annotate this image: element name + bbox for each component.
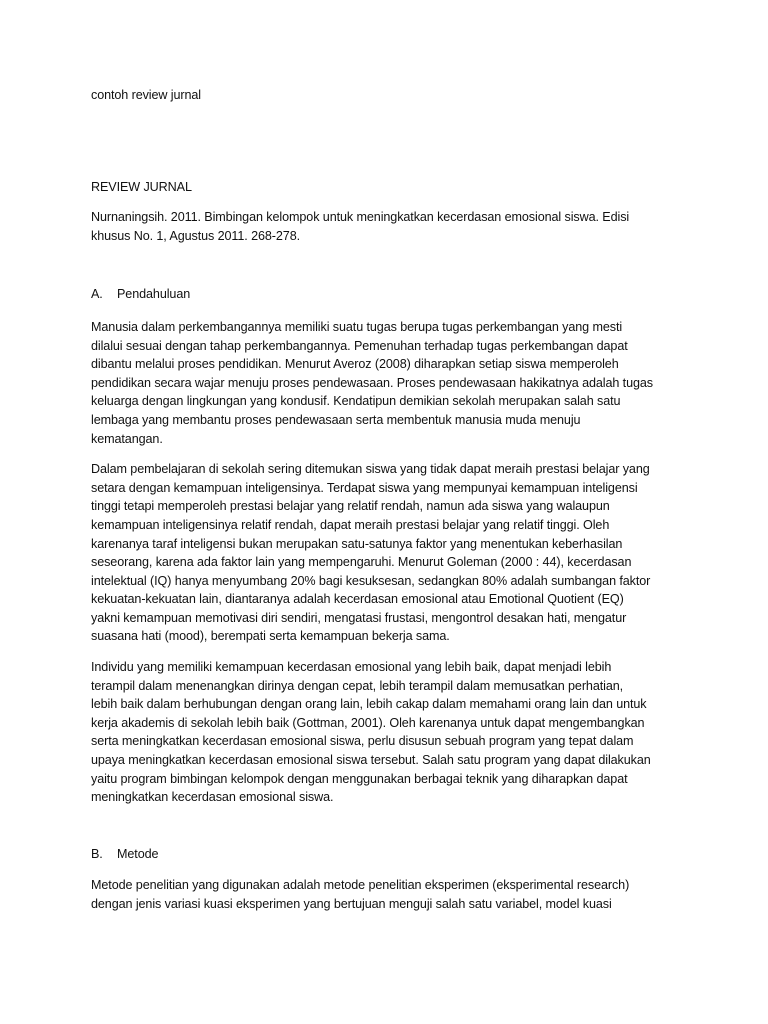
text-line: terampil dalam menenangkan dirinya dengan cepat, lebih terampil dalam memusatkan perhatian, — [91, 678, 624, 693]
section-number: A. — [91, 287, 103, 302]
text-line: Manusia dalam perkembangannya memiliki suatu tugas berupa tugas perkembangan yang mesti — [91, 319, 623, 334]
text-line: suasana hati (mood), berempati serta kemampuan bekerja sama. — [91, 629, 450, 644]
text-line: upaya meningkatkan kecerdasan emosional siswa tersebut. Salah satu program yang dapat dilakukan — [91, 753, 651, 768]
section-title: Pendahuluan — [117, 287, 191, 302]
paragraph-3 — [91, 658, 768, 807]
text-line: seseorang, karena ada faktor lain yang mempengaruhi. Menurut Goleman (2000 : 44), kecerdasan — [91, 555, 632, 570]
text-line: khusus No. 1, Agustus 2011. 268-278. — [91, 228, 301, 243]
text-line: keluarga dengan lingkungan yang kondusif. Kendatipun demikian sekolah merupakan salah satu — [91, 394, 621, 409]
text-line: meningkatkan kecerdasan emosional siswa. — [91, 790, 334, 805]
text-line: dilalui sesuai dengan tahap perkembangannya. Pemenuhan terhadap tugas perkembangan dapat — [91, 338, 628, 353]
text-line: setara dengan kemampuan inteligensinya. Terdapat siswa yang mempunyai kemampuan inteligensi — [91, 480, 638, 495]
paragraph-2 — [91, 460, 768, 646]
text-line: lebih baik dalam berhubungan dengan orang lain, lebih cakap dalam memahami orang lain dan untuk — [91, 697, 647, 712]
text-line: serta meningkatkan kecerdasan emosional siswa, perlu disusun sebuah program yang tepat dalam — [91, 734, 634, 749]
text-line: kerja akademis di sekolah lebih baik (Gottman, 2001). Oleh karenanya untuk dapat mengembangkan — [91, 715, 645, 730]
text-line: yaitu program bimbingan kelompok dengan menggunakan berbagai teknik yang diharapkan dapat — [91, 771, 628, 786]
text-line: karenanya taraf inteligensi bukan merupakan satu-satunya faktor yang menentukan keberhasilan — [91, 536, 623, 551]
paragraph-4 — [91, 876, 768, 913]
text-line: Individu yang memiliki kemampuan kecerdasan emosional yang lebih baik, dapat menjadi lebih — [91, 660, 612, 675]
document-title: contoh review jurnal — [91, 88, 202, 102]
citation — [91, 208, 768, 245]
text-line: kemampuan inteligensinya relatif rendah, dapat meraih prestasi belajar yang relatif tinggi. Oleh — [91, 517, 610, 532]
text-line: tinggi tetapi memperoleh prestasi belajar yang relatif rendah, namun ada siswa yang walaupun — [91, 499, 610, 514]
text-line: Nurnaningsih. 2011. Bimbingan kelompok untuk meningkatkan kecerdasan emosional siswa. Edisi — [91, 210, 630, 225]
text-line: lembaga yang membantu proses pendewasaan serta membentuk manusia muda menuju — [91, 412, 581, 427]
text-line: Metode penelitian yang digunakan adalah metode penelitian eksperimen (eksperimental research) — [91, 878, 630, 893]
paragraph-1 — [91, 318, 768, 448]
text-line: kematangan. — [91, 431, 163, 446]
section-heading-b — [91, 845, 768, 864]
text-line: dengan jenis variasi kuasi eksperimen yang bertujuan menguji salah satu variabel, model kuasi — [91, 897, 612, 911]
text-line: intelektual (IQ) hanya menyumbang 20% bagi kesuksesan, sedangkan 80% adalah sumbangan faktor — [91, 573, 651, 588]
section-title: Metode — [117, 846, 159, 861]
text-line: pendidikan secara wajar menuju proses pendewasaan. Proses pendewasaan hakikatnya adalah tugas — [91, 375, 653, 390]
document-page — [91, 0, 768, 914]
section-number: B. — [91, 846, 103, 861]
text-line: Dalam pembelajaran di sekolah sering ditemukan siswa yang tidak dapat meraih prestasi belajar yang — [91, 462, 650, 477]
review-heading: REVIEW JURNAL — [91, 179, 192, 194]
text-line: kekuatan-kekuatan lain, diantaranya adalah kecerdasan emosional atau Emotional Quotient (EQ) — [91, 592, 624, 607]
section-heading-a — [91, 285, 768, 304]
text-line: dibantu melalui proses pendidikan. Menurut Averoz (2008) diharapkan setiap siswa memperoleh — [91, 357, 619, 372]
text-line: yakni kemampuan memotivasi diri sendiri, mengatasi frustasi, mengontrol desakan hati, mengatur — [91, 610, 627, 625]
